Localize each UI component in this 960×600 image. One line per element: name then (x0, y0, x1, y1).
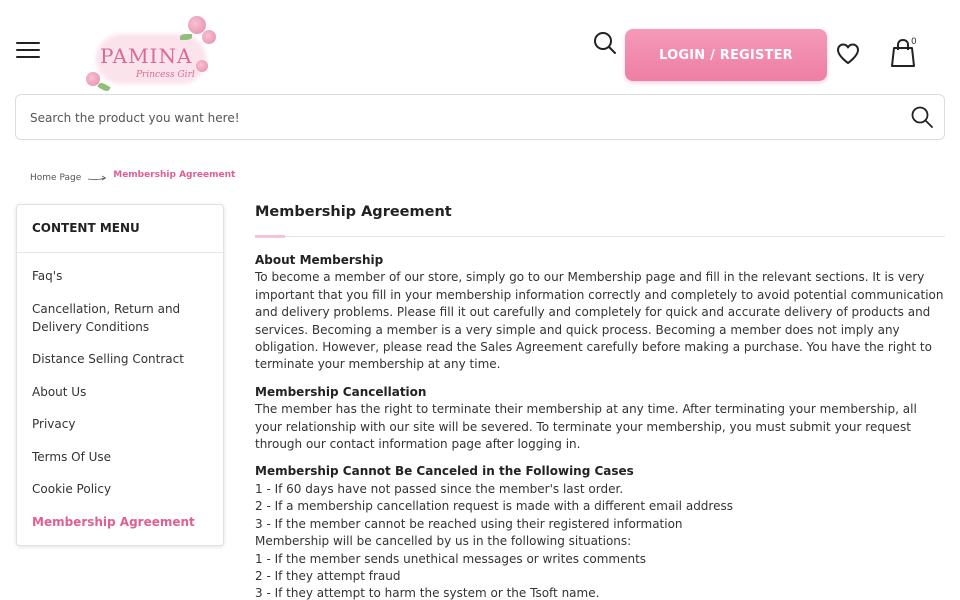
section-line: 1 - If 60 days have not passed since the member's last order. (255, 481, 624, 496)
breadcrumb-home-link[interactable]: Home Page (30, 173, 82, 183)
search-input[interactable] (30, 107, 890, 129)
section-about-membership (255, 252, 945, 374)
heart-icon[interactable] (835, 42, 861, 66)
page-title: Membership Agreement (255, 204, 452, 220)
section-title: Membership Cancellation (255, 384, 427, 399)
logo-name: PAMINA (100, 44, 193, 68)
logo-tagline: Princess Girl (136, 70, 195, 80)
leaf-icon (180, 34, 192, 40)
section-line: 1 - If the member sends unethical messages or writes comments (255, 551, 647, 566)
title-divider (255, 224, 945, 237)
section-line: 2 - If they attempt fraud (255, 568, 401, 583)
section-paragraph: To become a member of our store, simply go to our Membership page and fill in the relevant sections. It is very important that you fill in your membership information correctly and completely to avoid potential communication and delivery problems. Please fill it out carefully and completely for quick and accurate delivery of products and services. Becoming a member is a very simple and quick process. Becoming a member does not imply any obligation. However, please read the Sales Agreement carefully before making a purchase. You have the right to terminate your membership at any time. (255, 270, 944, 372)
sidebar-item-distance-selling-contract[interactable]: Distance Selling Contract (32, 352, 184, 366)
section-paragraph: The member has the right to terminate their membership at any time. After terminating your membership, all your relationship with our site will be severed. To terminate your membership, you must submit your request through our contact information page after logging in. (255, 402, 917, 452)
content-menu-title: CONTENT MENU (17, 205, 223, 253)
sidebar-item-terms-of-use[interactable]: Terms Of Use (32, 449, 112, 464)
search-icon[interactable] (592, 30, 618, 56)
leaf-icon (97, 81, 110, 92)
sidebar-item-cancellation-return-delivery[interactable]: Cancellation, Return and Delivery Conditions (32, 301, 181, 334)
login-register-button[interactable]: LOGIN / REGISTER (625, 29, 827, 81)
sidebar-item-faqs[interactable]: Faq's (32, 269, 63, 283)
sidebar-item-about-us[interactable]: About Us (32, 384, 87, 399)
menu-icon[interactable] (16, 42, 40, 60)
logo[interactable] (84, 14, 224, 94)
sidebar-item-privacy[interactable]: Privacy (32, 417, 76, 431)
sidebar-item-membership-agreement[interactable]: Membership Agreement (32, 514, 195, 529)
section-title: About Membership (255, 253, 384, 267)
breadcrumb (30, 170, 235, 186)
section-title: Membership Cannot Be Canceled in the Following Cases (255, 464, 634, 479)
section-line: 2 - If a membership cancellation request is made with a different email address (255, 499, 733, 514)
section-membership-cancellation (255, 384, 945, 454)
section-line: 3 - If they attempt to harm the system or the Tsoft name. (255, 586, 600, 600)
breadcrumb-arrow-icon (87, 174, 107, 182)
content-menu-sidebar (16, 204, 224, 546)
search-submit-icon[interactable] (910, 105, 934, 129)
sidebar-item-cookie-policy[interactable]: Cookie Policy (32, 482, 112, 496)
breadcrumb-current: Membership Agreement (113, 170, 236, 180)
search-bar (15, 94, 945, 140)
rose-icon (202, 30, 216, 44)
cart-count-badge: 0 (911, 37, 917, 47)
content-menu-list (17, 253, 223, 531)
section-line: 3 - If the member cannot be reached using their registered information (255, 516, 683, 531)
section-cannot-cancel-cases (255, 463, 945, 600)
section-line: Membership will be cancelled by us in the following situations: (255, 534, 632, 549)
main-content (255, 204, 945, 600)
rose-icon (196, 60, 208, 72)
